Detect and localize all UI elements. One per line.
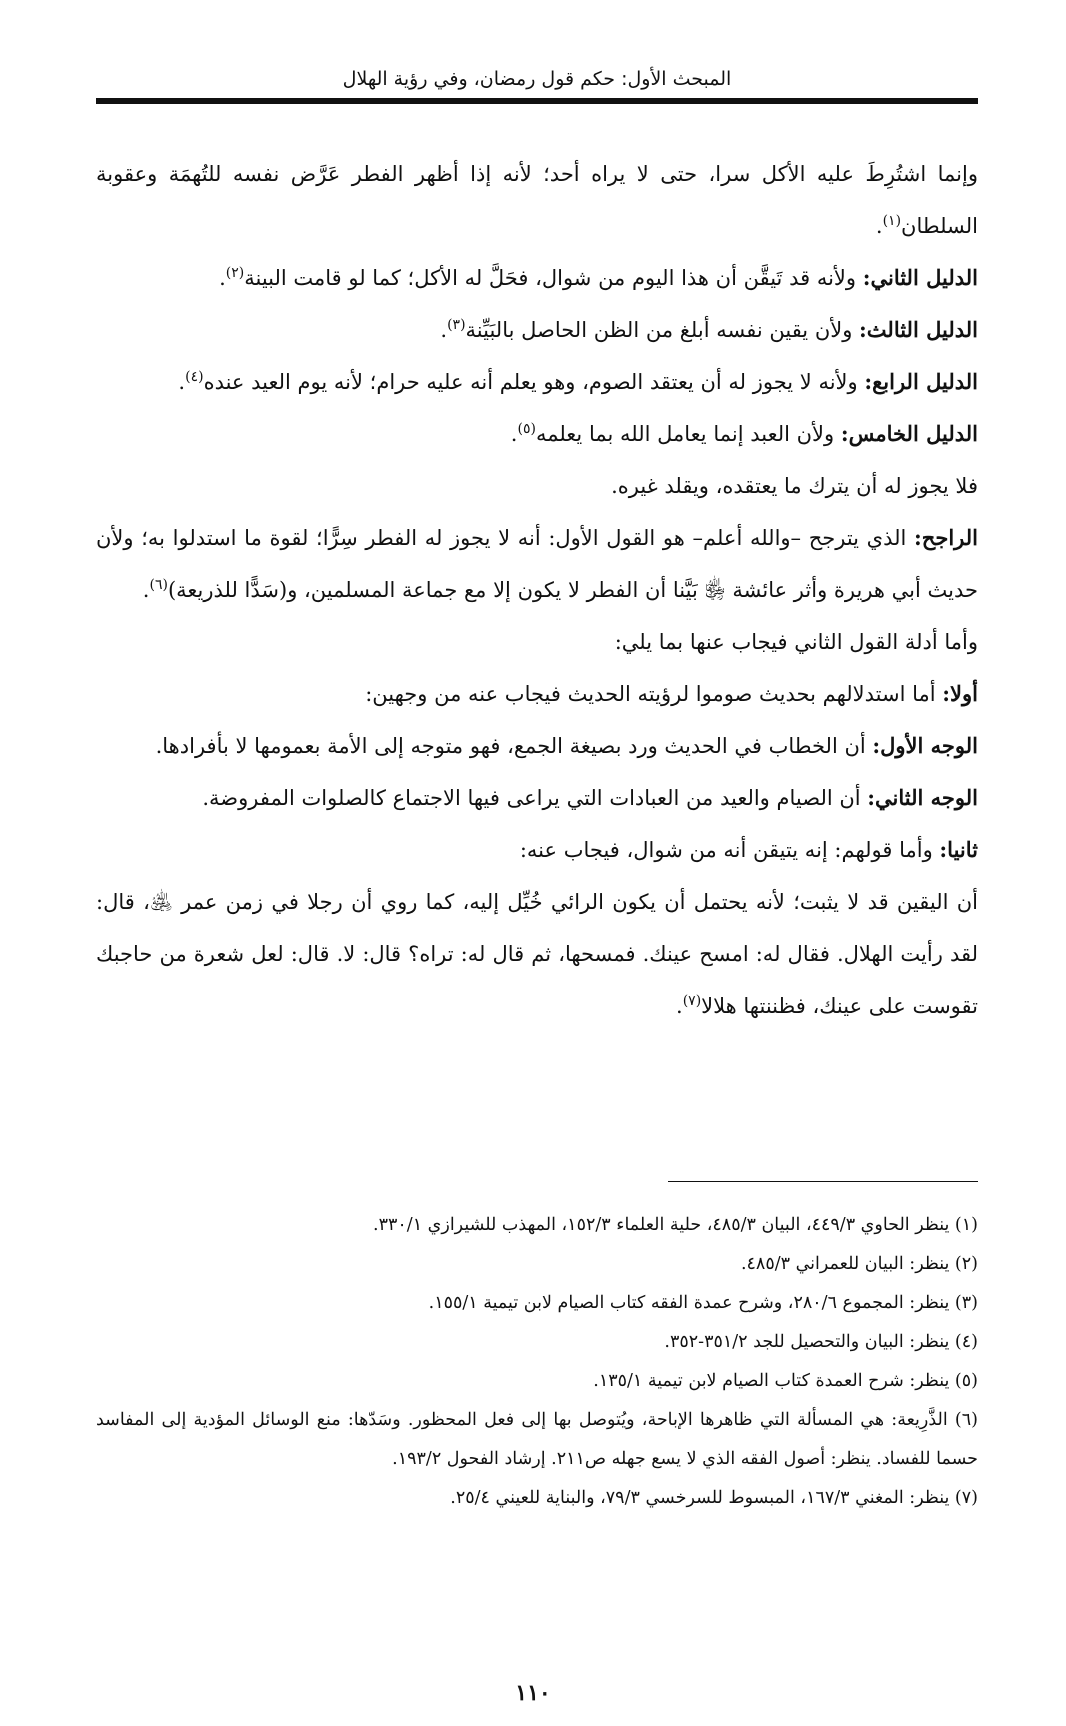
header-rule [96, 98, 978, 104]
paragraph-text: وأما قولهم: إنه يتيقن أنه من شوال، فيجاب عنه: [519, 838, 940, 862]
paragraph-tail: . [440, 318, 448, 342]
paragraph-lead: الدليل الخامس: [840, 421, 978, 446]
paragraph-tail: . [142, 578, 150, 602]
paragraph [96, 824, 978, 876]
footnote-separator [668, 1181, 978, 1182]
running-header: المبحث الأول: حكم قول رمضان، وفي رؤية الهلال [342, 68, 732, 90]
footnotes [96, 1206, 978, 1518]
footnote-ref: (٦) [149, 577, 168, 593]
paragraph-tail: . [676, 994, 683, 1018]
paragraph-text: ولأنه لا يجوز له أن يعتقد الصوم، وهو يعلم أنه عليه حرام؛ لأنه يوم العيد عنده [203, 370, 865, 394]
paragraph [96, 720, 978, 772]
footnote: (٧) ينظر: المغني ١٦٧/٣، المبسوط للسرخسي ٧٩/٣، والبناية للعيني ٢٥/٤. [450, 1488, 978, 1508]
paragraph-tail: . [875, 214, 883, 238]
paragraph-text: ولأنه قد تَيقَّن أن هذا اليوم من شوال، فحَلَّ له الأكل؛ كما لو قامت البينة [244, 266, 863, 290]
footnote: (٣) ينظر: المجموع ٢٨٠/٦، وشرح عمدة الفقه كتاب الصيام لابن تيمية ١٥٥/١. [428, 1293, 978, 1313]
paragraph-tail: . [178, 370, 186, 394]
paragraph [96, 772, 978, 824]
paragraph [96, 408, 978, 460]
paragraph-lead: الدليل الثالث: [859, 317, 978, 342]
paragraph-lead: أولا: [942, 681, 978, 706]
paragraph-text: ولأن يقين نفسه أبلغ من الظن الحاصل بالبَيِّنة [465, 318, 860, 342]
paragraph-lead: الدليل الرابع: [864, 369, 978, 394]
footnote: (٤) ينظر: البيان والتحصيل للجد ٣٥١/٢-٣٥٢. [664, 1332, 978, 1352]
footnote: (٢) ينظر: البيان للعمراني ٤٨٥/٣. [740, 1254, 978, 1274]
footnote-ref: (٥) [517, 421, 536, 437]
paragraph-lead: الدليل الثاني: [862, 265, 978, 290]
footnote-ref: (٧) [682, 993, 702, 1009]
paragraph-text: الذي يترجح –والله أعلم– هو القول الأول: أنه لا يجوز له الفطر سِرًّا؛ لقوة ما استدلوا به؛ ولأن حديث أبي هريرة وأثر عائشة ﵂ بَيَّنا أن الفطر لا يكون إلا مع جماعة المسلمين، و(سَدًّا للذريعة) [96, 526, 978, 602]
paragraph-text: وأما أدلة القول الثاني فيجاب عنها بما يلي: [614, 630, 978, 654]
paragraph-text: أن اليقين قد لا يثبت؛ لأنه يحتمل أن يكون الرائي خُيِّل إليه، كما روي أن رجلا في زمن عمر ﵁، قال: لقد رأيت الهلال. فقال له: امسح عينك. فمسحها، ثم قال له: تراه؟ قال: لا. قال: لعل شعرة من حاجبك تقوست على عينك، فظننتها هلالا [96, 890, 978, 1018]
paragraph-text: أما استدلالهم بحديث صوموا لرؤيته الحديث فيجاب عنه من وجهين: [365, 682, 943, 706]
paragraph-lead: الوجه الثاني: [867, 785, 978, 810]
footnote: (٥) ينظر: شرح العمدة كتاب الصيام لابن تيمية ١٣٥/١. [593, 1371, 978, 1391]
paragraph-text: أن الخطاب في الحديث ورد بصيغة الجمع، فهو متوجه إلى الأمة بعمومها لا بأفرادها. [155, 734, 873, 758]
paragraph-text: وإنما اشتُرِطَ عليه الأكل سرا، حتى لا يراه أحد؛ لأنه إذا أظهر الفطر عَرَّض نفسه للتُهمَة وعقوبة السلطان [96, 162, 978, 238]
page-number: ١١٠ [515, 1680, 551, 1706]
paragraph-tail: . [219, 266, 226, 290]
footnote-ref: (٢) [225, 265, 245, 281]
paragraph [96, 356, 978, 408]
paragraph [96, 304, 978, 356]
paragraph-text: أن الصيام والعيد من العبادات التي يراعى فيها الاجتماع كالصلوات المفروضة. [202, 786, 868, 810]
paragraph [96, 460, 978, 512]
paragraph-text: ولأن العبد إنما يعامل الله بما يعلمه [535, 422, 841, 446]
footnote: (١) ينظر الحاوي ٤٤٩/٣، البيان ٤٨٥/٣، حلية العلماء ١٥٢/٣، المهذب للشيرازي ٣٣٠/١. [373, 1215, 978, 1235]
paragraph [96, 616, 978, 668]
main-text [96, 148, 978, 1032]
paragraph [96, 512, 978, 616]
paragraph [96, 876, 978, 1032]
footnote-ref: (١) [882, 213, 902, 229]
footnote-ref: (٣) [447, 317, 466, 333]
paragraph-text: فلا يجوز له أن يترك ما يعتقده، ويقلد غيره. [611, 474, 978, 498]
paragraph [96, 668, 978, 720]
paragraph-tail: . [510, 422, 518, 446]
paragraph-lead: ثانيا: [939, 837, 978, 862]
paragraph [96, 148, 978, 252]
footnote: (٦) الذَّرِيعة: هي المسألة التي ظاهرها الإباحة، ويُتوصل بها إلى فعل المحظور. وسَدّها: منع الوسائل المؤدية إلى المفاسد حسما للفساد. ينظر: أصول الفقه الذي لا يسع جهله ص٢١١. إرشاد الفحول ١٩٣/٢. [96, 1410, 978, 1469]
paragraph [96, 252, 978, 304]
paragraph-lead: الراجح: [914, 525, 978, 550]
paragraph-lead: الوجه الأول: [872, 733, 978, 758]
footnote-ref: (٤) [185, 369, 204, 385]
